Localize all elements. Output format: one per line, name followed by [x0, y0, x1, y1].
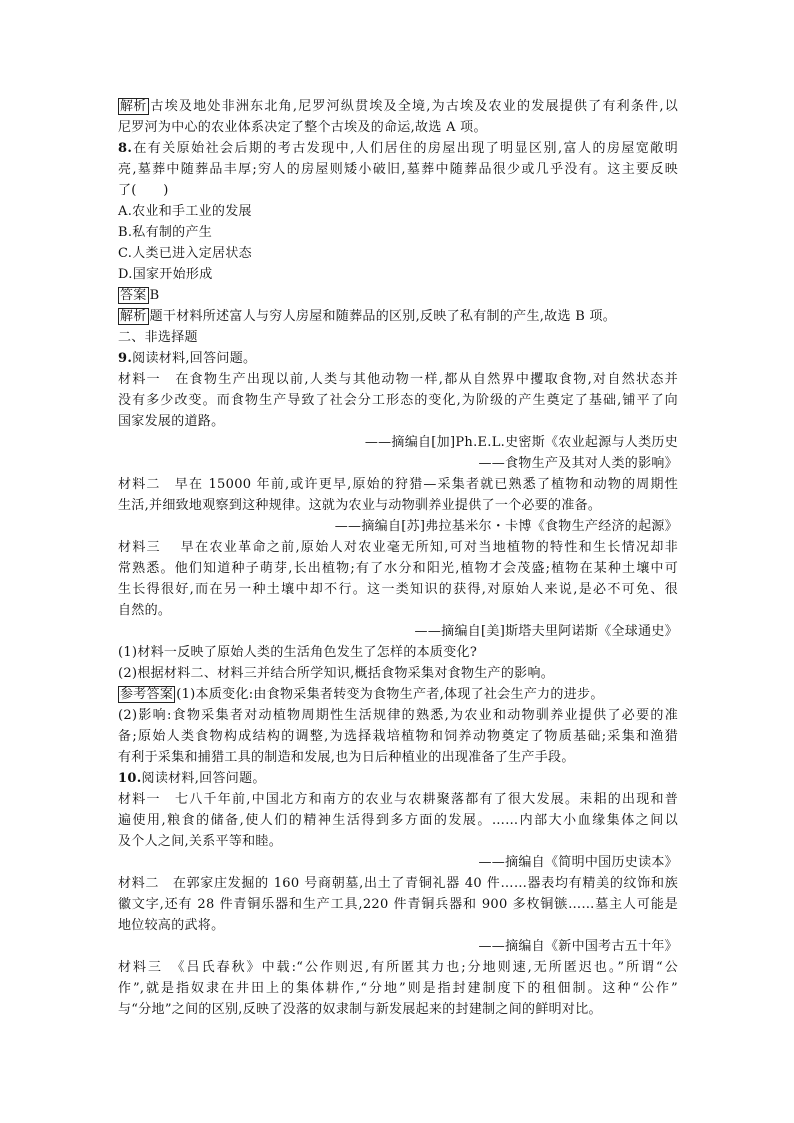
q10-material1-line-2: 遍使用,粮食的储备,使人们的精神生活得到多方面的发展。……内部大小血缘集体之间以 — [118, 813, 678, 828]
q8-answer: 答案 B — [120, 288, 160, 303]
q10-material2-line-1: 材料二 在郭家庄发掘的 160 号商朝墓,出土了青铜礼器 40 件……器表均有精美的纹饰和族 — [118, 876, 678, 891]
q9-answer-2-line-3: 有利于采集和捕猎工具的制造和发展,也为日后种植业的出现准备了生产手段。 — [118, 750, 575, 765]
q10-material1-source: ——摘编自《简明中国历史读本》 — [478, 855, 678, 870]
q8-option-b: B.私有制的产生 — [118, 225, 213, 240]
q9-material1-line-1: 材料一 在食物生产出现以前,人类与其他动物一样,都从自然界中攫取食物,对自然状态并 — [118, 372, 678, 387]
q9-answer-2-line-1: (2)影响:食物采集者对动植物周期性生活规律的熟悉,为农业和动物驯养业提供了必要的准 — [118, 708, 678, 723]
q8-option-d: D.国家开始形成 — [118, 267, 213, 282]
q9-material3-source: ——摘编自[美]斯塔夫里阿诺斯《全球通史》 — [414, 624, 678, 639]
q10-material2-source: ——摘编自《新中国考古五十年》 — [478, 939, 678, 954]
q9-material2-source: ——摘编自[苏]弗拉基米尔・卡博《食物生产经济的起源》 — [334, 519, 678, 534]
q10-material1-line-1: 材料一 七八千年前,中国北方和南方的农业与农耕聚落都有了很大发展。耒耜的出现和普 — [118, 792, 678, 807]
q8-option-a: A.农业和手工业的发展 — [118, 204, 252, 219]
answer-tag: 答案 — [120, 288, 147, 303]
document-page — [118, 96, 678, 1020]
q8-stem-line-2: 亮,墓葬中随葬品丰厚;穷人的房屋则矮小破旧,墓葬中随葬品很少或几乎没有。这主要反映 — [118, 162, 678, 177]
q9-material2-line-2: 生活,并细致地观察到这种规律。这就为农业与动物驯养业提供了一个必要的准备。 — [118, 498, 602, 513]
q9-question-2: (2)根据材料二、材料三并结合所学知识,概括食物采集对食物生产的影响。 — [118, 666, 555, 681]
q9-material1-source-1: ——摘编自[加]Ph.E.L.史密斯《农业起源与人类历史 — [364, 435, 678, 450]
q9-material3-line-4: 自然的。 — [118, 603, 172, 618]
q8-stem-line-3: 了( ) — [118, 183, 169, 198]
q10-material3-line-3: 与“分地”之间的区别,反映了没落的奴隶制与新发展起来的封建制之间的鲜明对比。 — [118, 1002, 602, 1017]
analysis-tag: 解析 — [120, 309, 147, 324]
q10-stem: 10.阅读材料,回答问题。 — [118, 771, 266, 786]
q7-analysis-line-1: 解析 古埃及地处非洲东北角,尼罗河纵贯埃及全境,为古埃及农业的发展提供了有利条件,以 — [120, 99, 678, 114]
reference-answer-tag: 参考答案 — [120, 687, 174, 702]
q9-stem: 9.阅读材料,回答问题。 — [118, 351, 257, 366]
q10-material2-line-2: 徽文字,还有 28 件青铜乐器和生产工具,220 件青铜兵器和 900 多枚铜镞……墓主人可能是 — [118, 897, 678, 912]
q10-material2-line-3: 地位较高的武将。 — [118, 918, 225, 933]
q9-material3-line-1: 材料三 早在农业革命之前,原始人对农业毫无所知,可对当地植物的特性和生长情况却非 — [118, 540, 678, 555]
q10-material3-line-2: 作”,就是指奴隶在井田上的集体耕作,“分地”则是指封建制度下的租佃制。这种“公作” — [118, 981, 678, 996]
q9-question-1: (1)材料一反映了原始人类的生活角色发生了怎样的本质变化? — [118, 645, 478, 660]
q9-material1-source-2: ——食物生产及其对人类的影响》 — [478, 456, 678, 471]
q8-stem-line-1: 8.在有关原始社会后期的考古发现中,人们居住的房屋出现了明显区别,富人的房屋宽敞明 — [118, 141, 678, 156]
q9-material2-line-1: 材料二 早在 15000 年前,或许更早,原始的狩猎—采集者就已熟悉了植物和动物的周期性 — [118, 477, 678, 492]
q9-material1-line-2: 没有多少改变。而食物生产导致了社会分工形态的变化,为阶级的产生奠定了基础,铺平了向 — [118, 393, 678, 408]
q9-material3-line-2: 常熟悉。他们知道种子萌芽,长出植物;有了水分和阳光,植物才会茂盛;植物在某种土壤中可 — [118, 561, 678, 576]
q9-answer-1: 参考答案 (1)本质变化:由食物采集者转变为食物生产者,体现了社会生产力的进步。 — [120, 687, 604, 702]
q9-material1-line-3: 国家发展的道路。 — [118, 414, 225, 429]
q9-material3-line-3: 生长得很好,而在另一种土壤中却不行。这一类知识的获得,对原始人来说,是必不可免、很 — [118, 582, 678, 597]
section-heading: 二、非选择题 — [118, 330, 198, 345]
q9-answer-2-line-2: 备;原始人类食物构成结构的调整,为选择栽培植物和饲养动物奠定了物质基础;采集和渔猎 — [118, 729, 678, 744]
q10-material1-line-3: 及个人之间,关系平等和睦。 — [118, 834, 283, 849]
q8-analysis: 解析 题干材料所述富人与穷人房屋和随葬品的区别,反映了私有制的产生,故选 B 项。 — [120, 309, 617, 324]
q7-analysis-line-2: 尼罗河为中心的农业体系决定了整个古埃及的命运,故选 A 项。 — [118, 120, 487, 135]
q8-option-c: C.人类已进入定居状态 — [118, 246, 252, 261]
q10-material3-line-1: 材料三 《吕氏春秋》中载:“公作则迟,有所匿其力也;分地则速,无所匿迟也。”所谓“公 — [118, 960, 678, 975]
analysis-tag: 解析 — [120, 99, 147, 114]
